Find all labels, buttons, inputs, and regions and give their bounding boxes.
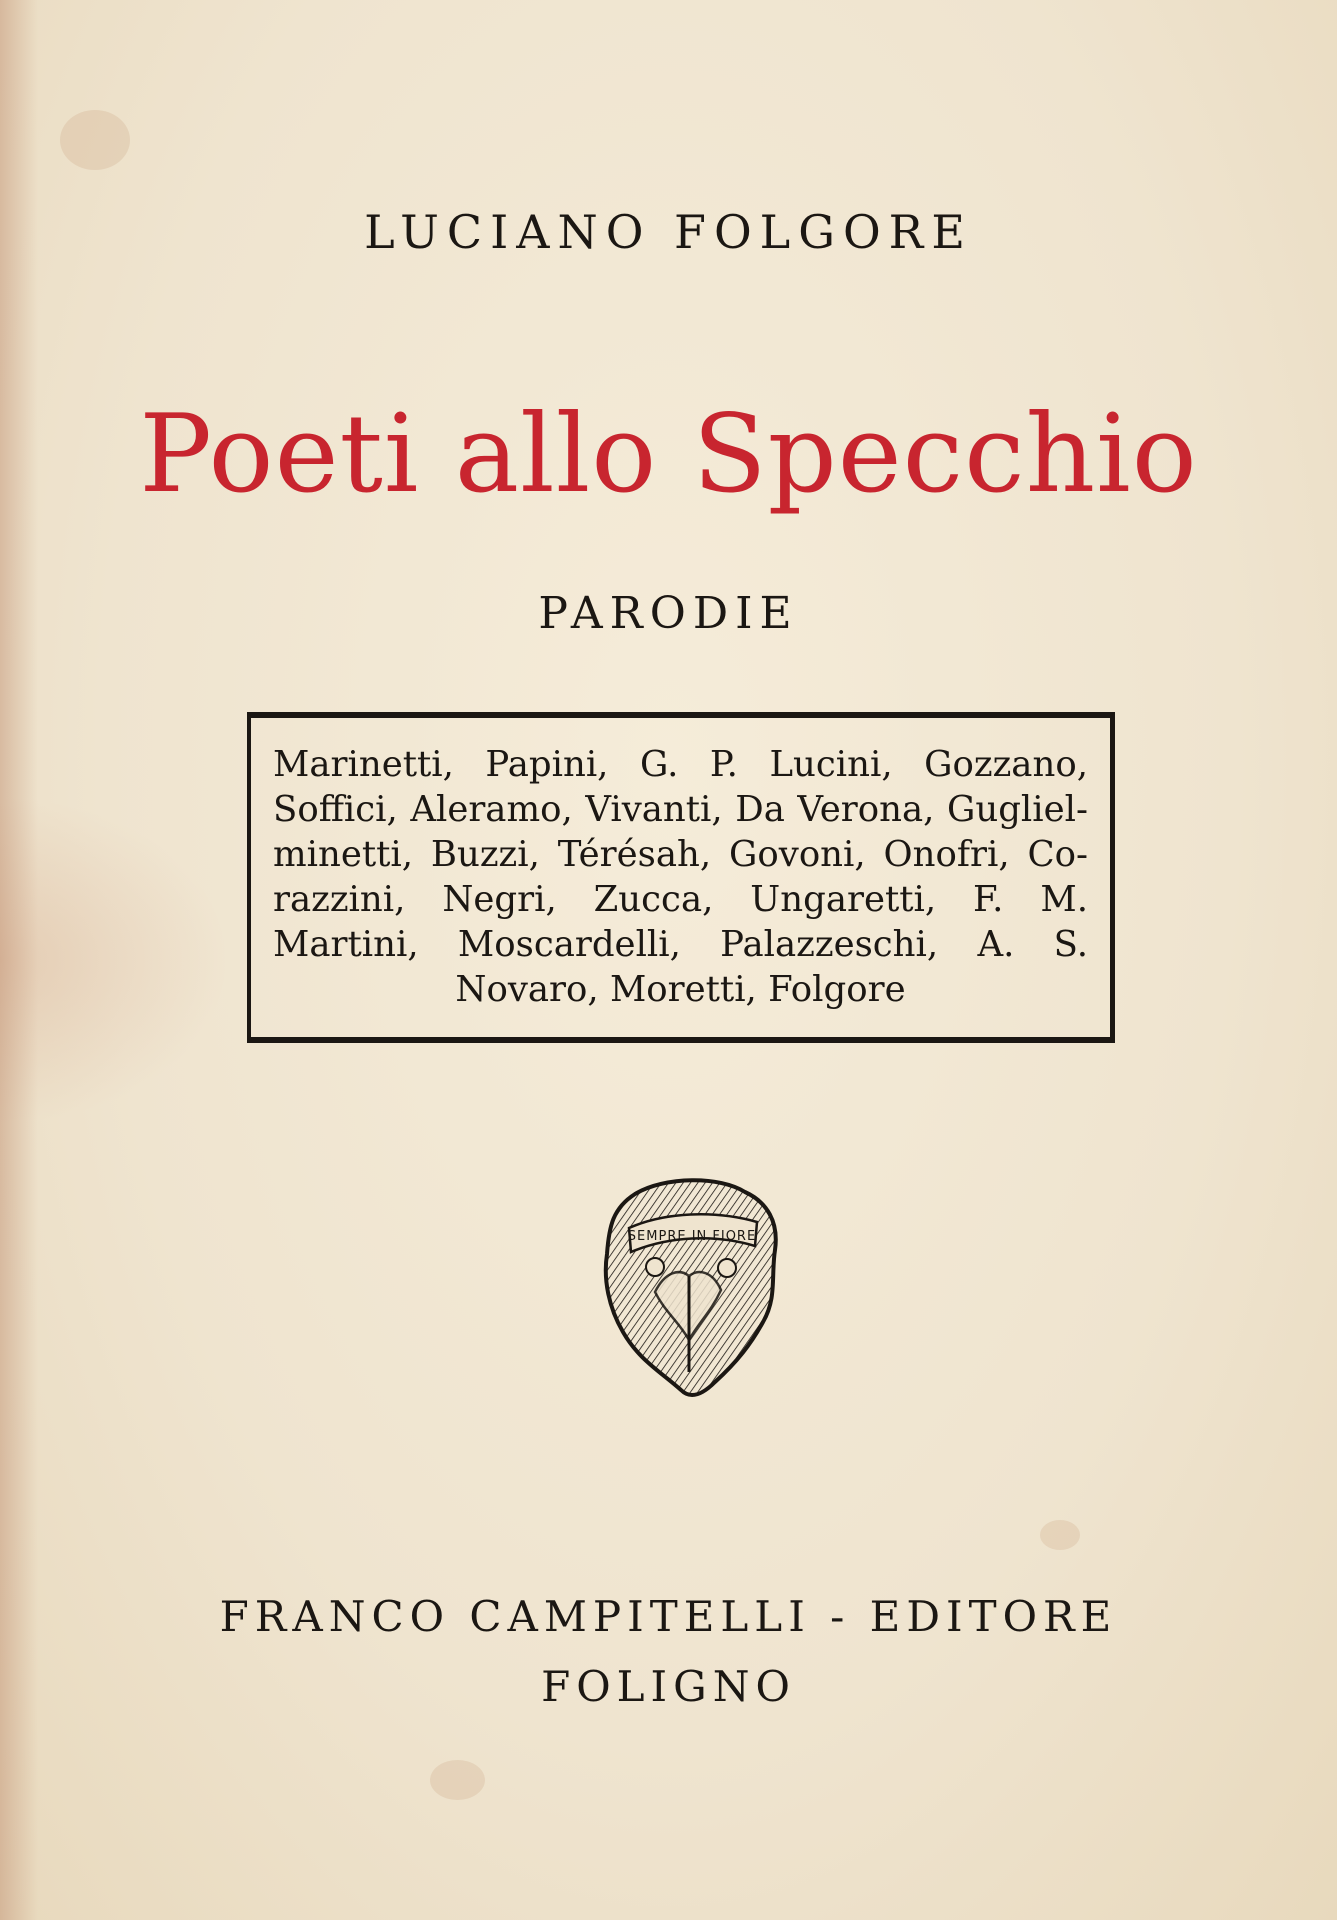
book-title: Poeti allo Specchio [139, 392, 1198, 517]
publisher-name: FRANCO CAMPITELLI - EDITORE [219, 1592, 1118, 1641]
paper-stain [1040, 1520, 1080, 1550]
publisher-emblem-icon [595, 1172, 781, 1404]
publisher-city: FOLIGNO [541, 1662, 796, 1711]
paper-stain [60, 110, 130, 170]
author-name: LUCIANO FOLGORE [364, 205, 973, 259]
poets-list-frame [247, 712, 1115, 1043]
emblem-motto: SEMPRE IN FIORE [627, 1229, 757, 1244]
paper-stain [430, 1760, 485, 1800]
poets-list: Marinetti, Papini, G. P. Lucini, Gozzano, Soffici, Aleramo, Vivanti, Da Verona, Gugliel-minetti, Buzzi, Térésah, Govoni, Onofri, Co-razzini, Negri, Zucca, Ungaretti, F. M. Martini, Moscardelli, Palazzeschi, A. S. Novaro, Moretti, Folgore [273, 744, 1088, 1010]
book-subtitle: PARODIE [538, 588, 799, 639]
